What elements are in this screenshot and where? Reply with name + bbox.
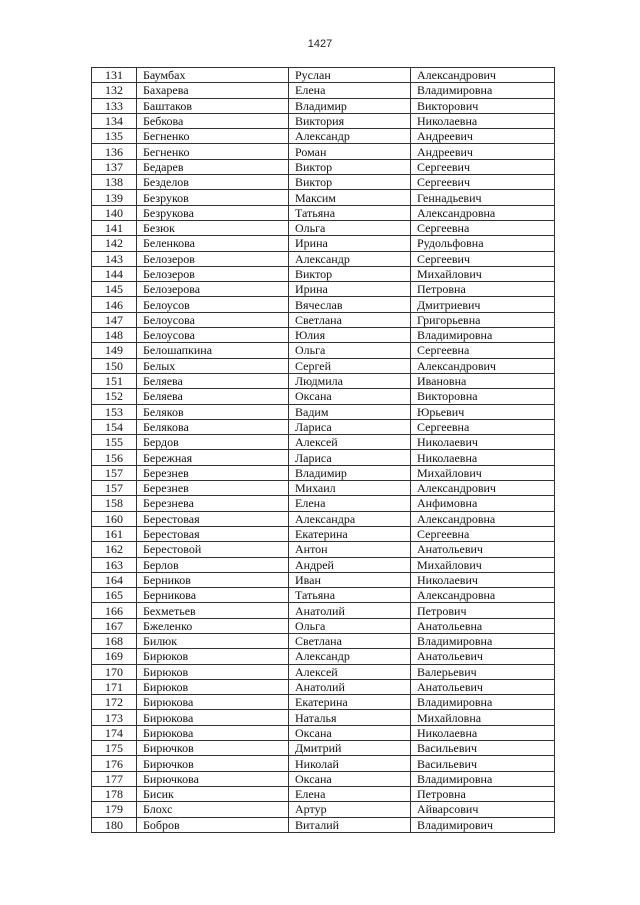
patronymic-cell: Александрович — [411, 68, 555, 83]
last-name-cell: Бирючкова — [137, 771, 289, 786]
first-name-cell: Лариса — [289, 419, 411, 434]
page-number: 1427 — [307, 38, 333, 50]
row-number-cell: 140 — [92, 205, 137, 220]
first-name-cell: Виталий — [289, 817, 411, 832]
table-row — [92, 297, 555, 312]
row-number-cell: 158 — [92, 496, 137, 511]
row-number-cell: 171 — [92, 679, 137, 694]
patronymic-cell: Сергеевич — [411, 159, 555, 174]
row-number-cell: 147 — [92, 312, 137, 327]
first-name-cell: Анатолий — [289, 679, 411, 694]
table-row — [92, 389, 555, 404]
first-name-cell: Оксана — [289, 725, 411, 740]
table-row — [92, 312, 555, 327]
table-row — [92, 725, 555, 740]
row-number-cell: 131 — [92, 68, 137, 83]
last-name-cell: Бобров — [137, 817, 289, 832]
table-row — [92, 435, 555, 450]
first-name-cell: Светлана — [289, 312, 411, 327]
row-number-cell: 144 — [92, 266, 137, 281]
patronymic-cell: Васильевич — [411, 741, 555, 756]
patronymic-cell: Владимировна — [411, 633, 555, 648]
row-number-cell: 167 — [92, 618, 137, 633]
patronymic-cell: Викторович — [411, 98, 555, 113]
first-name-cell: Алексей — [289, 435, 411, 450]
patronymic-cell: Сергеевна — [411, 419, 555, 434]
patronymic-cell: Ивановна — [411, 373, 555, 388]
first-name-cell: Александра — [289, 511, 411, 526]
patronymic-cell: Анатольевич — [411, 649, 555, 664]
row-number-cell: 162 — [92, 542, 137, 557]
patronymic-cell: Николаевна — [411, 450, 555, 465]
patronymic-cell: Владимировна — [411, 328, 555, 343]
patronymic-cell: Григорьевна — [411, 312, 555, 327]
patronymic-cell: Михайлович — [411, 266, 555, 281]
first-name-cell: Екатерина — [289, 526, 411, 541]
row-number-cell: 142 — [92, 236, 137, 251]
last-name-cell: Безрукова — [137, 205, 289, 220]
table-row — [92, 419, 555, 434]
first-name-cell: Елена — [289, 496, 411, 511]
table-row — [92, 679, 555, 694]
last-name-cell: Беляева — [137, 389, 289, 404]
patronymic-cell: Николаевна — [411, 725, 555, 740]
table-row — [92, 664, 555, 679]
table-row — [92, 205, 555, 220]
first-name-cell: Татьяна — [289, 205, 411, 220]
last-name-cell: Белоусова — [137, 312, 289, 327]
last-name-cell: Берлов — [137, 557, 289, 572]
row-number-cell: 148 — [92, 328, 137, 343]
first-name-cell: Владимир — [289, 98, 411, 113]
first-name-cell: Владимир — [289, 465, 411, 480]
patronymic-cell: Михайлович — [411, 557, 555, 572]
row-number-cell: 157 — [92, 481, 137, 496]
patronymic-cell: Сергеевич — [411, 251, 555, 266]
table-row — [92, 649, 555, 664]
table-row — [92, 129, 555, 144]
patronymic-cell: Александрович — [411, 481, 555, 496]
patronymic-cell: Владимировна — [411, 695, 555, 710]
first-name-cell: Виктор — [289, 266, 411, 281]
table-row — [92, 802, 555, 817]
row-number-cell: 164 — [92, 572, 137, 587]
table-row — [92, 786, 555, 801]
names-table — [91, 67, 555, 833]
row-number-cell: 145 — [92, 282, 137, 297]
row-number-cell: 146 — [92, 297, 137, 312]
row-number-cell: 170 — [92, 664, 137, 679]
row-number-cell: 133 — [92, 98, 137, 113]
table-row — [92, 695, 555, 710]
row-number-cell: 150 — [92, 358, 137, 373]
table-row — [92, 771, 555, 786]
row-number-cell: 149 — [92, 343, 137, 358]
first-name-cell: Роман — [289, 144, 411, 159]
first-name-cell: Михаил — [289, 481, 411, 496]
table-row — [92, 496, 555, 511]
last-name-cell: Бирюков — [137, 679, 289, 694]
table-row — [92, 450, 555, 465]
row-number-cell: 168 — [92, 633, 137, 648]
last-name-cell: Березнев — [137, 481, 289, 496]
patronymic-cell: Александрович — [411, 358, 555, 373]
patronymic-cell: Александровна — [411, 588, 555, 603]
last-name-cell: Белякова — [137, 419, 289, 434]
names-table-container — [91, 67, 554, 833]
row-number-cell: 165 — [92, 588, 137, 603]
last-name-cell: Бахарева — [137, 83, 289, 98]
row-number-cell: 134 — [92, 113, 137, 128]
table-row — [92, 756, 555, 771]
last-name-cell: Берников — [137, 572, 289, 587]
row-number-cell: 163 — [92, 557, 137, 572]
row-number-cell: 156 — [92, 450, 137, 465]
first-name-cell: Максим — [289, 190, 411, 205]
first-name-cell: Александр — [289, 251, 411, 266]
patronymic-cell: Андреевич — [411, 144, 555, 159]
first-name-cell: Ольга — [289, 618, 411, 633]
table-row — [92, 144, 555, 159]
first-name-cell: Ольга — [289, 343, 411, 358]
first-name-cell: Виктор — [289, 175, 411, 190]
last-name-cell: Беляева — [137, 373, 289, 388]
row-number-cell: 175 — [92, 741, 137, 756]
last-name-cell: Бирюков — [137, 664, 289, 679]
table-row — [92, 373, 555, 388]
patronymic-cell: Михайлович — [411, 465, 555, 480]
last-name-cell: Блохс — [137, 802, 289, 817]
first-name-cell: Иван — [289, 572, 411, 587]
first-name-cell: Виктор — [289, 159, 411, 174]
last-name-cell: Белозеров — [137, 266, 289, 281]
row-number-cell: 177 — [92, 771, 137, 786]
table-row — [92, 741, 555, 756]
patronymic-cell: Дмитриевич — [411, 297, 555, 312]
last-name-cell: Белых — [137, 358, 289, 373]
last-name-cell: Бережная — [137, 450, 289, 465]
patronymic-cell: Анатольевна — [411, 618, 555, 633]
first-name-cell: Екатерина — [289, 695, 411, 710]
patronymic-cell: Владимирович — [411, 817, 555, 832]
patronymic-cell: Владимировна — [411, 83, 555, 98]
row-number-cell: 136 — [92, 144, 137, 159]
first-name-cell: Наталья — [289, 710, 411, 725]
row-number-cell: 152 — [92, 389, 137, 404]
last-name-cell: Березнева — [137, 496, 289, 511]
last-name-cell: Баумбах — [137, 68, 289, 83]
patronymic-cell: Рудольфовна — [411, 236, 555, 251]
patronymic-cell: Михайловна — [411, 710, 555, 725]
row-number-cell: 154 — [92, 419, 137, 434]
patronymic-cell: Петровна — [411, 786, 555, 801]
last-name-cell: Белошапкина — [137, 343, 289, 358]
last-name-cell: Белозерова — [137, 282, 289, 297]
row-number-cell: 172 — [92, 695, 137, 710]
last-name-cell: Бжеленко — [137, 618, 289, 633]
row-number-cell: 139 — [92, 190, 137, 205]
table-row — [92, 83, 555, 98]
first-name-cell: Александр — [289, 649, 411, 664]
last-name-cell: Бирюков — [137, 649, 289, 664]
first-name-cell: Татьяна — [289, 588, 411, 603]
row-number-cell: 169 — [92, 649, 137, 664]
last-name-cell: Бирючков — [137, 756, 289, 771]
table-row — [92, 220, 555, 235]
last-name-cell: Берникова — [137, 588, 289, 603]
row-number-cell: 135 — [92, 129, 137, 144]
patronymic-cell: Николаевна — [411, 113, 555, 128]
first-name-cell: Артур — [289, 802, 411, 817]
table-row — [92, 572, 555, 587]
patronymic-cell: Александровна — [411, 511, 555, 526]
table-row — [92, 817, 555, 832]
last-name-cell: Белозеров — [137, 251, 289, 266]
first-name-cell: Светлана — [289, 633, 411, 648]
patronymic-cell: Васильевич — [411, 756, 555, 771]
last-name-cell: Беленкова — [137, 236, 289, 251]
first-name-cell: Анатолий — [289, 603, 411, 618]
patronymic-cell: Петровна — [411, 282, 555, 297]
first-name-cell: Антон — [289, 542, 411, 557]
first-name-cell: Ольга — [289, 220, 411, 235]
row-number-cell: 157 — [92, 465, 137, 480]
last-name-cell: Бердов — [137, 435, 289, 450]
last-name-cell: Безюк — [137, 220, 289, 235]
last-name-cell: Бисик — [137, 786, 289, 801]
table-row — [92, 710, 555, 725]
row-number-cell: 160 — [92, 511, 137, 526]
table-row — [92, 542, 555, 557]
table-row — [92, 251, 555, 266]
row-number-cell: 176 — [92, 756, 137, 771]
first-name-cell: Людмила — [289, 373, 411, 388]
row-number-cell: 141 — [92, 220, 137, 235]
table-row — [92, 526, 555, 541]
row-number-cell: 143 — [92, 251, 137, 266]
table-row — [92, 618, 555, 633]
table-row — [92, 190, 555, 205]
row-number-cell: 179 — [92, 802, 137, 817]
patronymic-cell: Петрович — [411, 603, 555, 618]
last-name-cell: Бирюкова — [137, 710, 289, 725]
first-name-cell: Оксана — [289, 389, 411, 404]
row-number-cell: 161 — [92, 526, 137, 541]
first-name-cell: Лариса — [289, 450, 411, 465]
last-name-cell: Берестовая — [137, 526, 289, 541]
table-row — [92, 68, 555, 83]
patronymic-cell: Сергеевич — [411, 175, 555, 190]
table-row — [92, 481, 555, 496]
last-name-cell: Бехметьев — [137, 603, 289, 618]
table-row — [92, 328, 555, 343]
table-row — [92, 159, 555, 174]
table-row — [92, 588, 555, 603]
first-name-cell: Александр — [289, 129, 411, 144]
last-name-cell: Бебкова — [137, 113, 289, 128]
first-name-cell: Сергей — [289, 358, 411, 373]
first-name-cell: Андрей — [289, 557, 411, 572]
table-row — [92, 266, 555, 281]
table-row — [92, 175, 555, 190]
row-number-cell: 151 — [92, 373, 137, 388]
patronymic-cell: Айварсович — [411, 802, 555, 817]
last-name-cell: Безруков — [137, 190, 289, 205]
first-name-cell: Вячеслав — [289, 297, 411, 312]
table-row — [92, 358, 555, 373]
patronymic-cell: Александровна — [411, 205, 555, 220]
row-number-cell: 155 — [92, 435, 137, 450]
patronymic-cell: Сергеевна — [411, 526, 555, 541]
table-row — [92, 343, 555, 358]
row-number-cell: 132 — [92, 83, 137, 98]
last-name-cell: Билюк — [137, 633, 289, 648]
first-name-cell: Ирина — [289, 236, 411, 251]
patronymic-cell: Викторовна — [411, 389, 555, 404]
names-table-body — [92, 68, 555, 833]
row-number-cell: 138 — [92, 175, 137, 190]
patronymic-cell: Геннадьевич — [411, 190, 555, 205]
patronymic-cell: Анатольевич — [411, 679, 555, 694]
table-row — [92, 236, 555, 251]
last-name-cell: Бегненко — [137, 129, 289, 144]
table-row — [92, 404, 555, 419]
table-row — [92, 282, 555, 297]
first-name-cell: Вадим — [289, 404, 411, 419]
last-name-cell: Бирюкова — [137, 725, 289, 740]
table-row — [92, 465, 555, 480]
patronymic-cell: Владимировна — [411, 771, 555, 786]
first-name-cell: Оксана — [289, 771, 411, 786]
table-row — [92, 557, 555, 572]
first-name-cell: Руслан — [289, 68, 411, 83]
last-name-cell: Бегненко — [137, 144, 289, 159]
last-name-cell: Бирюкова — [137, 695, 289, 710]
first-name-cell: Ирина — [289, 282, 411, 297]
first-name-cell: Елена — [289, 83, 411, 98]
table-row — [92, 603, 555, 618]
table-row — [92, 113, 555, 128]
last-name-cell: Баштаков — [137, 98, 289, 113]
first-name-cell: Юлия — [289, 328, 411, 343]
patronymic-cell: Андреевич — [411, 129, 555, 144]
patronymic-cell: Анфимовна — [411, 496, 555, 511]
table-row — [92, 633, 555, 648]
last-name-cell: Белоусова — [137, 328, 289, 343]
row-number-cell: 166 — [92, 603, 137, 618]
patronymic-cell: Николаевич — [411, 572, 555, 587]
first-name-cell: Виктория — [289, 113, 411, 128]
last-name-cell: Безделов — [137, 175, 289, 190]
first-name-cell: Дмитрий — [289, 741, 411, 756]
last-name-cell: Берестовой — [137, 542, 289, 557]
first-name-cell: Алексей — [289, 664, 411, 679]
first-name-cell: Елена — [289, 786, 411, 801]
row-number-cell: 174 — [92, 725, 137, 740]
last-name-cell: Белоусов — [137, 297, 289, 312]
row-number-cell: 153 — [92, 404, 137, 419]
last-name-cell: Беляков — [137, 404, 289, 419]
table-row — [92, 98, 555, 113]
row-number-cell: 178 — [92, 786, 137, 801]
last-name-cell: Бирючков — [137, 741, 289, 756]
patronymic-cell: Анатольевич — [411, 542, 555, 557]
table-row — [92, 511, 555, 526]
row-number-cell: 180 — [92, 817, 137, 832]
first-name-cell: Николай — [289, 756, 411, 771]
patronymic-cell: Сергеевна — [411, 220, 555, 235]
patronymic-cell: Валерьевич — [411, 664, 555, 679]
last-name-cell: Березнев — [137, 465, 289, 480]
last-name-cell: Бедарев — [137, 159, 289, 174]
last-name-cell: Берестовая — [137, 511, 289, 526]
row-number-cell: 173 — [92, 710, 137, 725]
patronymic-cell: Юрьевич — [411, 404, 555, 419]
patronymic-cell: Николаевич — [411, 435, 555, 450]
patronymic-cell: Сергеевна — [411, 343, 555, 358]
row-number-cell: 137 — [92, 159, 137, 174]
